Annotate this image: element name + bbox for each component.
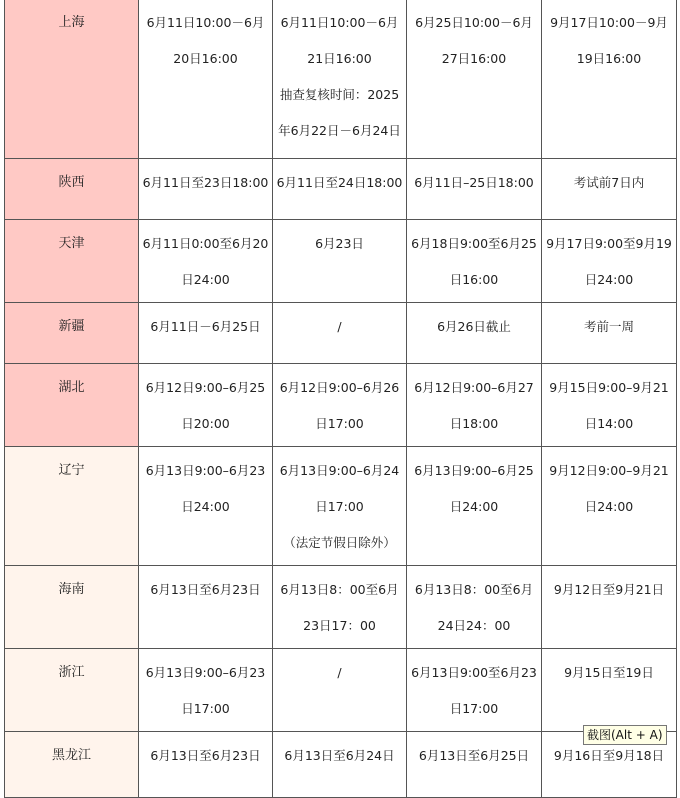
cell-text-line: 日17:00 — [315, 499, 364, 514]
table-row — [5, 303, 677, 364]
cell-text-line: 6月11日－6月25日 — [150, 319, 261, 334]
cell-text-line: 日24:00 — [449, 499, 499, 514]
cell-text-line: 27日16:00 — [441, 51, 507, 66]
date-cell — [273, 447, 407, 566]
cell-text-line: 年6月22日－6月24日 — [278, 123, 401, 138]
cell-text-line: 6月13日至6月23日 — [150, 582, 261, 597]
date-cell — [139, 303, 273, 364]
date-cell — [542, 566, 677, 649]
cell-text-line: 6月13日9:00至6月23 — [411, 665, 537, 680]
date-cell — [542, 649, 677, 732]
cell-text-line: 日17:00 — [449, 701, 499, 716]
table-row — [5, 159, 677, 220]
date-cell — [407, 447, 542, 566]
cell-text-line: 6月13日8：00至6月 — [414, 582, 534, 597]
cell-text-line: 日24:00 — [584, 272, 634, 287]
cell-text-line: 23日17：00 — [303, 618, 376, 633]
cell-text-line: 19日16:00 — [576, 51, 642, 66]
table-row — [5, 732, 677, 798]
cell-text-line: 日24:00 — [181, 499, 230, 514]
cell-text-line: 9月17日10:00－9月 — [550, 15, 668, 30]
table-row — [5, 364, 677, 447]
cell-text-line: 9月15日至19日 — [564, 665, 654, 680]
cell-text-line: 6月11日–25日18:00 — [414, 175, 534, 190]
cell-text-line: 9月12日9:00–9月21 — [549, 463, 669, 478]
cell-text-line: 日18:00 — [449, 416, 499, 431]
date-cell — [273, 566, 407, 649]
date-cell — [273, 732, 407, 798]
cell-text-line: 6月11日至24日18:00 — [276, 175, 403, 190]
cell-text-line: 日17:00 — [181, 701, 230, 716]
cell-text-line: 日20:00 — [181, 416, 230, 431]
cell-text-line: 6月13日9:00–6月23 — [145, 665, 266, 680]
cell-text-line: / — [337, 665, 342, 680]
date-cell — [407, 566, 542, 649]
cell-text-line: 6月13日9:00–6月23 — [145, 463, 266, 478]
date-cell — [542, 220, 677, 303]
schedule-table — [4, 0, 677, 798]
cell-text-line: 6月13日8：00至6月 — [280, 582, 399, 597]
date-cell — [273, 649, 407, 732]
date-cell — [542, 0, 677, 159]
cell-text-line: 9月16日至9月18日 — [553, 748, 665, 763]
cell-text-line: 6月12日9:00–6月27 — [414, 380, 534, 395]
cell-text-line: （法定节假日除外） — [283, 535, 396, 550]
cell-text-line: 6月11日0:00至6月20 — [142, 236, 269, 251]
province-cell: 上海 — [5, 0, 139, 159]
cell-text-line: 6月25日10:00－6月 — [415, 15, 533, 30]
date-cell — [407, 364, 542, 447]
date-cell — [542, 303, 677, 364]
date-cell — [139, 364, 273, 447]
province-cell: 天津 — [5, 220, 139, 303]
date-cell — [273, 220, 407, 303]
cell-text-line: 6月18日9:00至6月25 — [411, 236, 537, 251]
schedule-table-body — [5, 0, 677, 798]
cell-text-line: 考前一周 — [583, 319, 634, 334]
cell-text-line: 6月13日至6月25日 — [418, 748, 530, 763]
date-cell — [139, 447, 273, 566]
cell-text-line: 日24:00 — [181, 272, 230, 287]
cell-text-line: 6月23日 — [315, 236, 364, 251]
cell-text-line: 抽查复核时间：2025 — [279, 87, 400, 102]
date-cell — [407, 649, 542, 732]
cell-text-line: 9月15日9:00–9月21 — [549, 380, 669, 395]
cell-text-line: 6月13日9:00–6月24 — [279, 463, 400, 478]
cell-text-line: 6月12日9:00–6月25 — [145, 380, 266, 395]
date-cell — [139, 159, 273, 220]
cell-text-line: 9月12日至9月21日 — [553, 582, 665, 597]
cell-text-line: 日24:00 — [584, 499, 634, 514]
cell-text-line: 日14:00 — [584, 416, 634, 431]
date-cell — [139, 732, 273, 798]
province-cell: 陕西 — [5, 159, 139, 220]
cell-text-line: 日17:00 — [315, 416, 364, 431]
cell-text-line: 6月13日至6月24日 — [284, 748, 395, 763]
province-cell: 新疆 — [5, 303, 139, 364]
province-cell: 黑龙江 — [5, 732, 139, 798]
cell-text-line: / — [337, 319, 342, 334]
cell-text-line: 考试前7日内 — [573, 175, 645, 190]
date-cell — [407, 0, 542, 159]
cell-text-line: 6月11日10:00－6月 — [280, 15, 399, 30]
cell-text-line: 日16:00 — [449, 272, 499, 287]
date-cell — [542, 159, 677, 220]
cell-text-line: 6月12日9:00–6月26 — [279, 380, 400, 395]
table-row — [5, 566, 677, 649]
date-cell — [139, 220, 273, 303]
date-cell — [407, 220, 542, 303]
date-cell — [273, 159, 407, 220]
table-row — [5, 220, 677, 303]
date-cell — [139, 649, 273, 732]
table-row — [5, 447, 677, 566]
cell-text-line: 24日24：00 — [437, 618, 511, 633]
date-cell — [139, 566, 273, 649]
table-row — [5, 649, 677, 732]
cell-text-line: 20日16:00 — [173, 51, 238, 66]
date-cell — [273, 0, 407, 159]
date-cell — [407, 159, 542, 220]
date-cell — [542, 364, 677, 447]
cell-text-line: 6月13日至6月23日 — [150, 748, 261, 763]
province-cell: 湖北 — [5, 364, 139, 447]
province-cell: 辽宁 — [5, 447, 139, 566]
cell-text-line: 6月13日9:00–6月25 — [414, 463, 534, 478]
province-cell: 浙江 — [5, 649, 139, 732]
table-row — [5, 0, 677, 159]
cell-text-line: 6月11日10:00－6月 — [146, 15, 265, 30]
screenshot-tooltip: 截图(Alt + A) — [583, 725, 667, 745]
date-cell — [273, 364, 407, 447]
date-cell — [273, 303, 407, 364]
date-cell — [407, 732, 542, 798]
date-cell — [542, 447, 677, 566]
date-cell — [139, 0, 273, 159]
cell-text-line: 9月17日9:00至9月19 — [546, 236, 672, 251]
cell-text-line: 6月11日至23日18:00 — [142, 175, 269, 190]
cell-text-line: 21日16:00 — [307, 51, 372, 66]
date-cell — [407, 303, 542, 364]
cell-text-line: 6月26日截止 — [437, 319, 511, 334]
province-cell: 海南 — [5, 566, 139, 649]
